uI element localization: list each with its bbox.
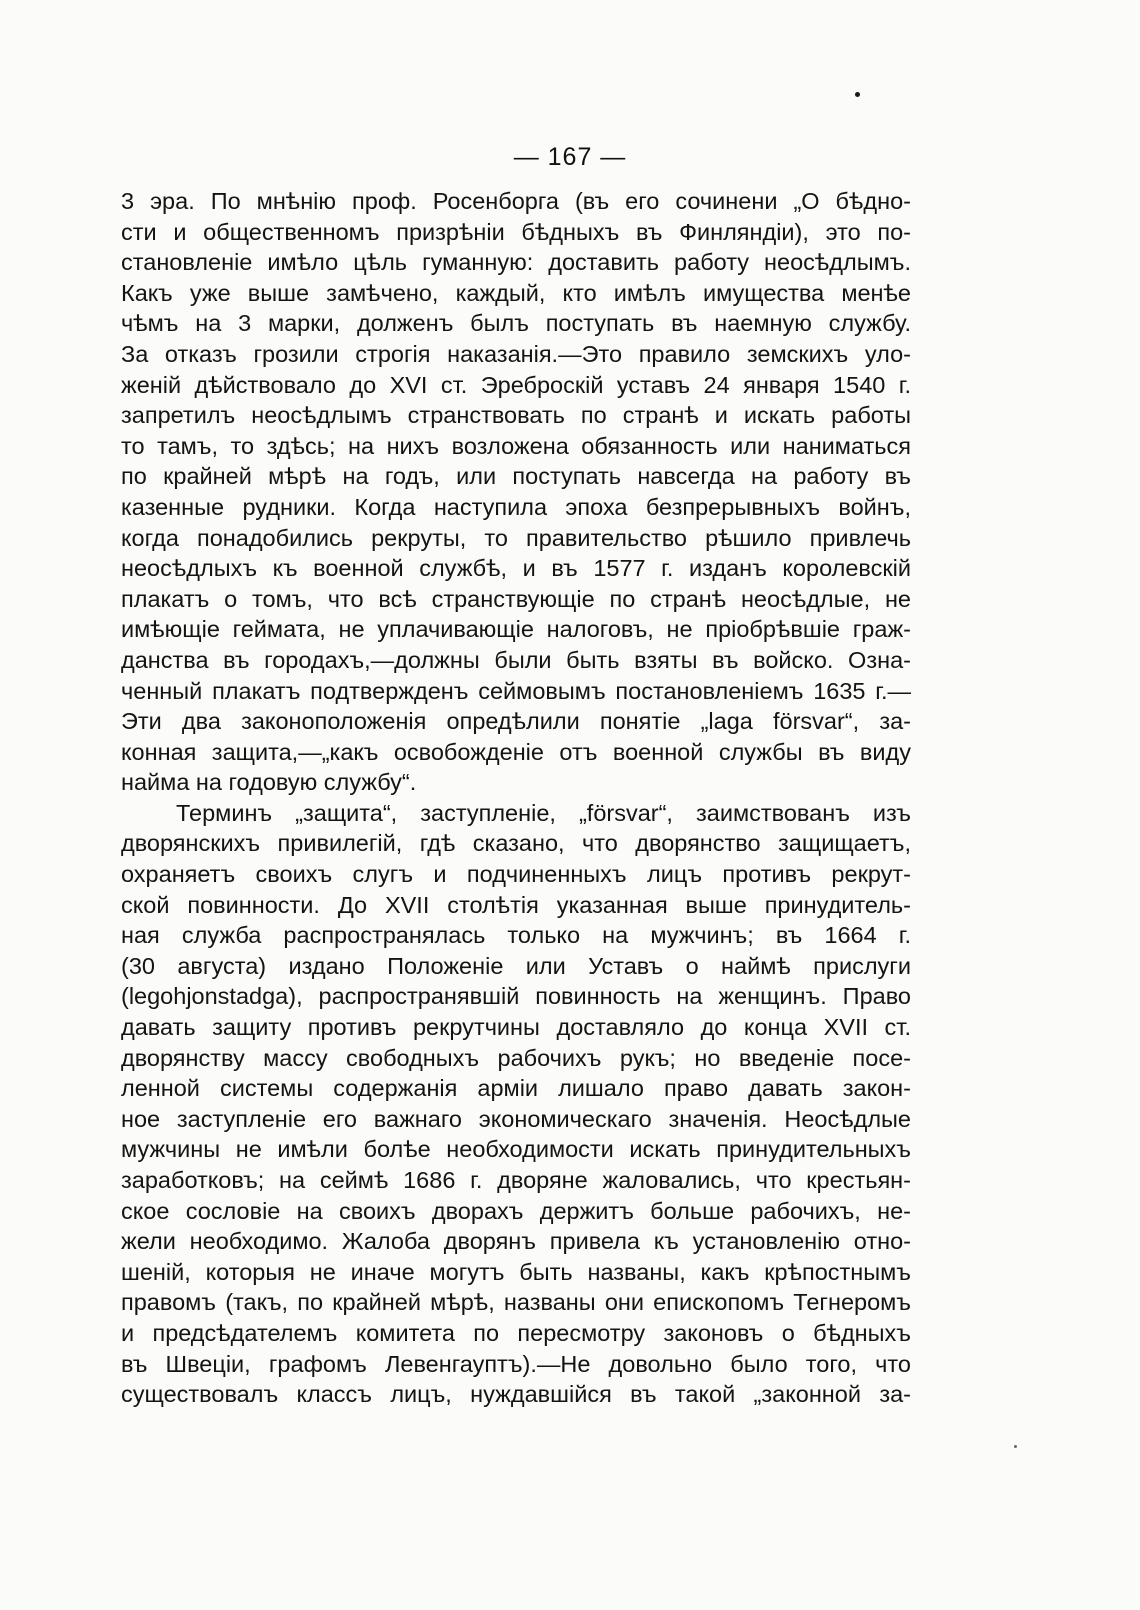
text-line: Какъ уже выше замѣчено, каждый, кто имѣлъ имущества менѣе: [121, 279, 911, 306]
text-line: жели необходимо. Жалоба дворянъ привела къ установленію отно-: [121, 1228, 911, 1255]
text-line: то тамъ, то здѣсь; на нихъ возложена обязанность или наниматься: [121, 432, 911, 459]
paragraph-end-line: найма на годовую службу“.: [121, 769, 417, 796]
text-line: плакатъ о томъ, что всѣ странствующіе по странѣ неосѣдлые, не: [121, 585, 911, 612]
text-line: 3 эра. По мнѣнію проф. Росенборга (въ его сочинени „О бѣдно-: [121, 188, 911, 214]
text-line: запретилъ неосѣдлымъ странствовать по странѣ и искать работы: [121, 402, 911, 429]
text-line: женій дѣйствовало до XVI ст. Эреброскій уставъ 24 января 1540 г.: [121, 371, 911, 398]
text-line: правомъ (такъ, по крайней мѣрѣ, названы они епископомъ Тегнеромъ: [121, 1289, 911, 1316]
text-line: становленіе имѣло цѣль гуманную: доставить работу неосѣдлымъ.: [121, 249, 911, 276]
text-line: ленной системы содержанія арміи лишало право давать закон-: [121, 1075, 911, 1102]
print-speck: [1014, 1445, 1017, 1448]
text-line: въ Швеціи, графомъ Левенгауптъ).—Не довольно было того, что: [121, 1350, 911, 1377]
text-line: и предсѣдателемъ комитета по пересмотру законовъ о бѣдныхъ: [121, 1319, 911, 1346]
text-line: данства въ городахъ,—должны были быть взяты въ войско. Озна-: [121, 646, 911, 673]
text-line: когда понадобились рекруты, то правительство рѣшило привлечь: [121, 524, 911, 551]
text-line: конная защита,—„какъ освобожденіе отъ военной службы въ виду: [121, 738, 911, 765]
text-line: имѣющіе геймата, не уплачивающіе налоговъ, не пріобрѣвшіе граж-: [121, 616, 911, 643]
text-line: дворянскихъ привилегій, гдѣ сказано, что дворянство защищаетъ,: [121, 830, 911, 857]
text-line: давать защиту противъ рекрутчины доставляло до конца XVII ст.: [121, 1014, 911, 1041]
print-speck: [855, 92, 860, 97]
text-line: существовалъ классъ лицъ, нуждавшійся въ такой „законной за-: [121, 1381, 911, 1408]
text-line: ное заступленіе его важнаго экономическаго значенія. Неосѣдлые: [121, 1105, 911, 1132]
text-line: неосѣдлыхъ къ военной службѣ, и въ 1577 г. изданъ королевскій: [121, 555, 911, 582]
text-line: (legohjonstadga), распространявшій повинность на женщинъ. Право: [121, 983, 911, 1010]
text-line: За отказъ грозили строгія наказанія.—Это правило земскихъ уло-: [121, 340, 911, 367]
text-line: по крайней мѣрѣ на годъ, или поступать навсегда на работу въ: [121, 463, 911, 490]
text-line: (30 августа) издано Положеніе или Уставъ о наймѣ прислуги: [121, 952, 911, 979]
text-line: казенные рудники. Когда наступила эпоха безпрерывныхъ войнъ,: [121, 493, 911, 520]
text-line: ское сословіе на своихъ дворахъ держитъ больше рабочихъ, не-: [121, 1197, 911, 1224]
text-line: заработковъ; на сеймѣ 1686 г. дворяне жаловались, что крестьян-: [121, 1167, 911, 1193]
text-line: ная служба распространялась только на мужчинъ; въ 1664 г.: [121, 922, 911, 949]
paragraph-start-line: Терминъ „защита“, заступленіе, „försvar“, заимствованъ изъ: [176, 799, 911, 826]
body-text: [121, 186, 911, 1410]
text-line: ской повинности. До XVII столѣтія указанная выше принудитель-: [121, 891, 911, 918]
text-line: чѣмъ на 3 марки, долженъ былъ поступать въ наемную службу.: [121, 310, 911, 337]
text-line: шеній, которыя не иначе могутъ быть названы, какъ крѣпостнымъ: [121, 1258, 911, 1285]
text-line: сти и общественномъ призрѣніи бѣдныхъ въ Финляндіи), это по-: [121, 218, 911, 245]
text-line: ченный плакатъ подтвержденъ сеймовымъ постановленіемъ 1635 г.—: [121, 677, 911, 704]
text-line: охраняетъ своихъ слугъ и подчиненныхъ лицъ противъ рекрут-: [121, 861, 911, 888]
text-line: дворянству массу свободныхъ рабочихъ рукъ; но введеніе посе-: [121, 1044, 911, 1071]
text-line: мужчины не имѣли болѣе необходимости искать принудительныхъ: [121, 1136, 911, 1163]
page-number: — 167 —: [513, 143, 627, 171]
text-line: Эти два законоположенія опредѣлили понятіе „laga försvar“, за-: [121, 708, 911, 735]
